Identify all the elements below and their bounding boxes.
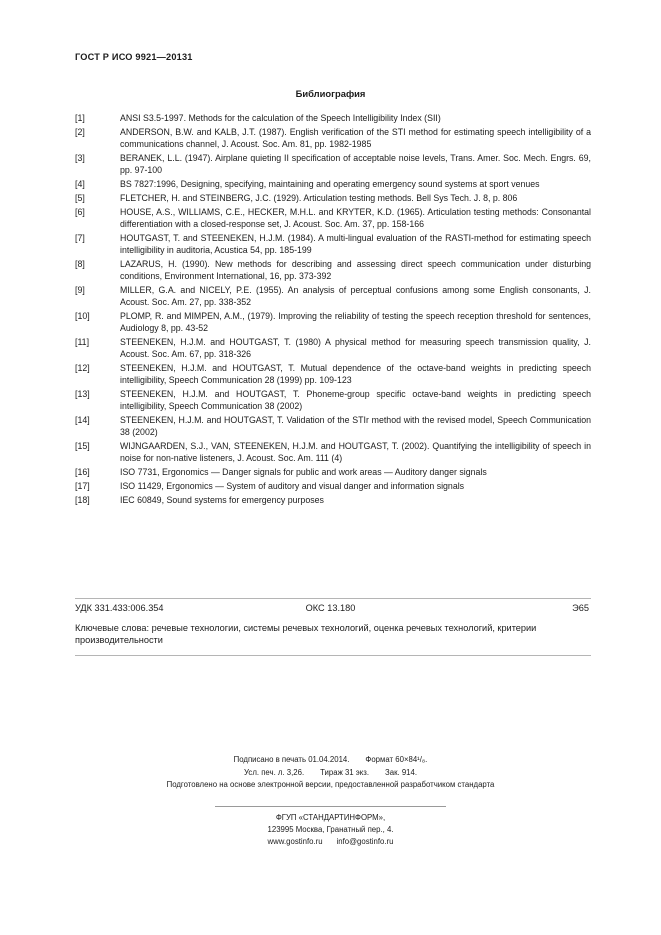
- imprint-format: Формат 60×84¹/₈.: [365, 755, 428, 764]
- bibliography-entry: [75, 206, 591, 230]
- imprint-note: Подготовлено на основе электронной версии, предоставленной разработчиком стандарта: [166, 780, 495, 789]
- bibliography-entry: [75, 480, 591, 492]
- bibliography-entry-number: [12]: [75, 363, 90, 373]
- bibliography-entry-number: [11]: [75, 337, 90, 347]
- imprint-line-2: [0, 767, 661, 780]
- publisher-website: www.gostinfo.ru: [267, 837, 323, 846]
- bibliography-entry: [75, 466, 591, 478]
- bibliography-entry-text: LAZARUS, H. (1990). New methods for describing and assessing direct speech communication under disturbing conditions, Environment International, 16, pp. 373-392: [120, 259, 591, 281]
- bibliography-entry-text: STEENEKEN, H.J.M. and HOUTGAST, T. Mutual dependence of the octave-band weights in predicting speech intelligibility, Speech Communication 28 (1999) pp. 109-123: [120, 363, 591, 385]
- bibliography-entry-number: [14]: [75, 415, 90, 425]
- oks-code: ОКС 13.180: [305, 603, 356, 613]
- bibliography-entry-text: BS 7827:1996, Designing, specifying, maintaining and operating emergency sound systems at sport venues: [120, 179, 540, 189]
- bibliography-entry: [75, 178, 591, 190]
- bibliography-entry-number: [3]: [75, 153, 85, 163]
- publisher-block: [0, 812, 661, 848]
- bibliography-entry-number: [9]: [75, 285, 85, 295]
- bibliography-entry-text: ANSI S3.5-1997. Methods for the calculation of the Speech Intelligibility Index (SII): [120, 113, 441, 123]
- imprint-order: Зак. 914.: [385, 767, 417, 777]
- document-header: ГОСТ Р ИСО 9921—20131: [75, 52, 193, 62]
- bibliography-entry-text: BERANEK, L.L. (1947). Airplane quieting II specification of acceptable noise levels, Trans. Amer. Soc. Mech. Engrs. 69, pp. 97-100: [120, 153, 591, 175]
- bibliography-list: [75, 112, 591, 508]
- imprint-sheets: Усл. печ. л. 3,26.: [244, 767, 305, 777]
- divider-below-keywords: [75, 655, 591, 656]
- publisher-name: ФГУП «СТАНДАРТИНФОРМ»,: [275, 813, 386, 822]
- bibliography-entry: [75, 152, 591, 176]
- bibliography-entry: [75, 362, 591, 386]
- keywords-paragraph: Ключевые слова: речевые технологии, системы речевых технологий, оценка речевых технологий, критерии производительности: [75, 623, 537, 645]
- imprint-print-date: Подписано в печать 01.04.2014.: [233, 755, 350, 764]
- bibliography-entry-number: [18]: [75, 495, 90, 505]
- bibliography-entry-number: [15]: [75, 441, 90, 451]
- bibliography-entry-text: MILLER, G.A. and NICELY, P.E. (1955). An analysis of perceptual confusions among some English consonants, J. Acoust. Soc. Am. 27, pp. 338-352: [120, 285, 591, 307]
- section-title: Библиография: [295, 88, 366, 99]
- divider-above-classification: [75, 598, 591, 599]
- bibliography-entry: [75, 112, 591, 124]
- bibliography-entry-number: [1]: [75, 113, 85, 123]
- bibliography-entry: [75, 440, 591, 464]
- bibliography-entry-number: [8]: [75, 259, 85, 269]
- bibliography-entry: [75, 388, 591, 412]
- bibliography-entry-text: HOUTGAST, T. and STEENEKEN, H.J.M. (1984). A multi-lingual evaluation of the RASTI-method for estimating speech intelligibility in auditoria, Acustica 54, pp. 185-199: [120, 233, 591, 255]
- bibliography-entry-number: [10]: [75, 311, 90, 321]
- bibliography-entry-text: ISO 11429, Ergonomics — System of auditory and visual danger and information signals: [120, 481, 465, 491]
- bibliography-entry-text: HOUSE, A.S., WILLIAMS, C.E., HECKER, M.H.L. and KRYTER, K.D. (1965). Articulation testing methods: Consonantal differentiation with a closed-response set, J. Acoust. Soc. Am. 37, pp. 158-166: [120, 207, 591, 229]
- bibliography-entry-number: [13]: [75, 389, 90, 399]
- bibliography-entry-number: [5]: [75, 193, 85, 203]
- bibliography-entry-number: [16]: [75, 467, 90, 477]
- publisher-contacts: [0, 836, 661, 848]
- publisher-address: 123995 Москва, Гранатный пер., 4.: [267, 825, 394, 834]
- imprint-line-1: [0, 754, 661, 767]
- letter-code: Э65: [572, 603, 589, 613]
- bibliography-entry-text: STEENEKEN, H.J.M. and HOUTGAST, T. (1980) A physical method for measuring speech transmission quality, J. Acoust. Soc. Am. 67, pp. 318-326: [120, 337, 591, 359]
- bibliography-entry: [75, 126, 591, 150]
- bibliography-entry-text: IEC 60849, Sound systems for emergency purposes: [120, 495, 324, 505]
- bibliography-entry-number: [17]: [75, 481, 90, 491]
- bibliography-entry-number: [2]: [75, 127, 85, 137]
- bibliography-entry-number: [6]: [75, 207, 85, 217]
- bibliography-entry-number: [7]: [75, 233, 85, 243]
- imprint-copies: Тираж 31 экз.: [320, 767, 370, 777]
- publisher-email: info@gostinfo.ru: [336, 837, 394, 846]
- bibliography-entry: [75, 414, 591, 438]
- bibliography-entry: [75, 494, 591, 506]
- bibliography-entry: [75, 284, 591, 308]
- bibliography-entry: [75, 192, 591, 204]
- bibliography-entry: [75, 258, 591, 282]
- bibliography-entry: [75, 336, 591, 360]
- bibliography-entry-text: PLOMP, R. and MIMPEN, A.M., (1979). Improving the reliability of testing the speech reception threshold for sentences, Audiology 8, pp. 43-52: [120, 311, 591, 333]
- bibliography-entry-text: ANDERSON, B.W. and KALB, J.T. (1987). English verification of the STI method for estimating speech intelligibility of a communications channel, J. Acoust. Soc. Am. 81, pp. 1982-1985: [120, 127, 591, 149]
- udk-code: УДК 331.433:006.354: [75, 603, 164, 613]
- bibliography-entry-text: WIJNGAARDEN, S.J., VAN, STEENEKEN, H.J.M. and HOUTGAST, T. (2002). Quantifying the intelligibility of speech in noise for non-native listeners, J. Acoust. Soc. Am. 111 (4): [120, 441, 591, 463]
- imprint-line-3: [0, 779, 661, 792]
- bibliography-entry-text: ISO 7731, Ergonomics — Danger signals for public and work areas — Auditory danger signals: [120, 467, 487, 477]
- divider-above-publisher: [215, 806, 446, 807]
- bibliography-entry: [75, 232, 591, 256]
- bibliography-entry: [75, 310, 591, 334]
- bibliography-entry-text: STEENEKEN, H.J.M. and HOUTGAST, T. Validation of the STIr method with the revised model, Speech Communication 38 (2002): [120, 415, 591, 437]
- bibliography-entry-number: [4]: [75, 179, 85, 189]
- bibliography-entry-text: FLETCHER, H. and STEINBERG, J.C. (1929). Articulation testing methods. Bell Sys Tech. J. 8, p. 806: [120, 193, 518, 203]
- imprint-block: [0, 754, 661, 792]
- bibliography-entry-text: STEENEKEN, H.J.M. and HOUTGAST, T. Phoneme-group specific octave-band weights in predicting speech intelligibility, Speech Communication 38 (2002): [120, 389, 591, 411]
